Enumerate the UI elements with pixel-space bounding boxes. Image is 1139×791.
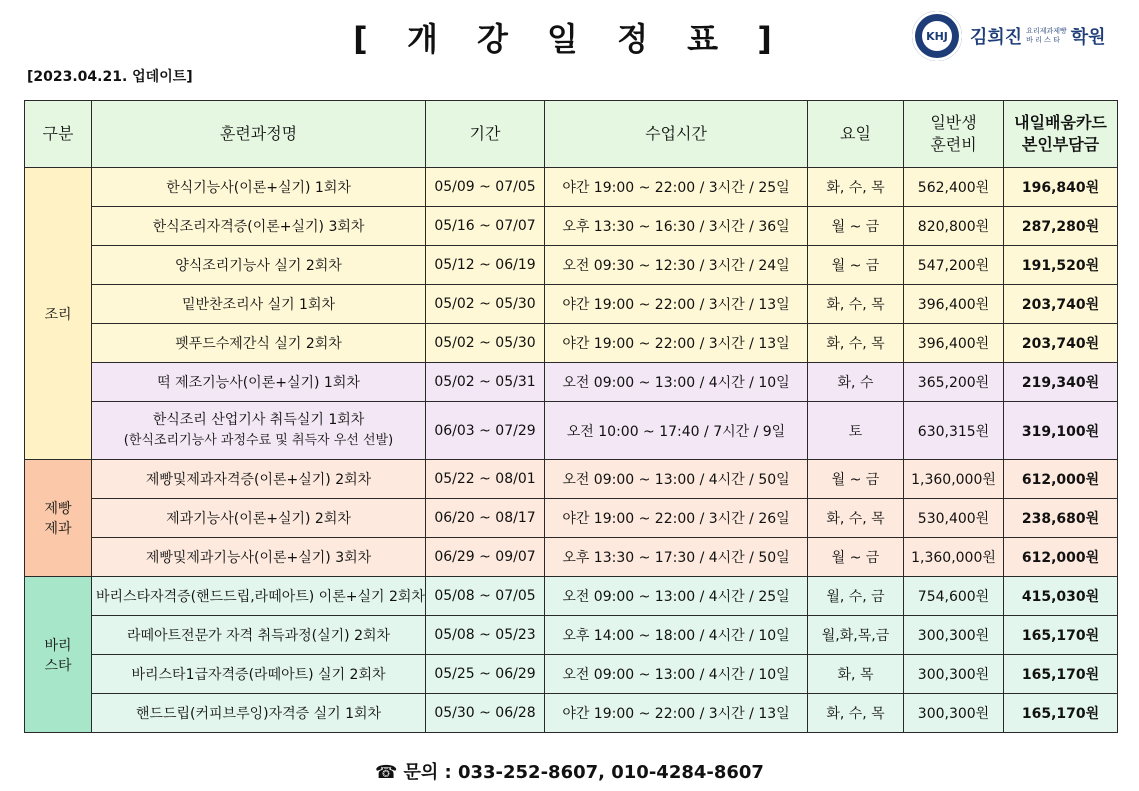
hours-cell: 오전 09:00 ~ 13:00 / 4시간 / 10일 [545,363,808,402]
self-pay-cell: 203,740원 [1004,285,1118,324]
header-row [25,101,1118,168]
header-days: 요일 [808,101,904,168]
logo-suffix: 학원 [1070,27,1106,48]
self-pay-cell: 165,170원 [1004,655,1118,694]
self-pay-cell: 612,000원 [1004,460,1118,499]
hours-cell: 오후 13:30 ~ 16:30 / 3시간 / 36일 [545,207,808,246]
course-name-cell: 라떼아트전문가 자격 취득과정(실기) 2회차 [92,616,426,655]
self-pay-cell: 287,280원 [1004,207,1118,246]
course-name-cell: 바리스타자격증(핸드드립,라떼아트) 이론+실기 2회차 [92,577,426,616]
course-note: (한식조리기능사 과정수료 및 취득자 우선 선발) [123,433,394,448]
period-cell: 05/09 ~ 07/05 [426,168,545,207]
fee-cell: 1,360,000원 [904,460,1004,499]
hours-cell: 야간 19:00 ~ 22:00 / 3시간 / 25일 [545,168,808,207]
course-name-cell: 펫푸드수제간식 실기 2회차 [92,324,426,363]
table-row [25,402,1118,460]
fee-cell: 562,400원 [904,168,1004,207]
self-pay-cell: 191,520원 [1004,246,1118,285]
header-card-line2: 본인부담금 [1021,135,1100,154]
schedule-table [24,100,1118,733]
days-cell: 화, 수, 목 [808,694,904,733]
logo-sub-line1: 요리제과제빵 [1026,27,1067,35]
fee-cell: 300,300원 [904,655,1004,694]
header-category: 구분 [25,101,92,168]
hours-cell: 오전 09:00 ~ 13:00 / 4시간 / 50일 [545,460,808,499]
fee-cell: 1,360,000원 [904,538,1004,577]
days-cell: 화, 목 [808,655,904,694]
category-label: 바리 [44,637,72,654]
self-pay-cell: 612,000원 [1004,538,1118,577]
table-row [25,207,1118,246]
fee-cell: 365,200원 [904,363,1004,402]
table-row [25,246,1118,285]
fee-cell: 396,400원 [904,285,1004,324]
contact-info [0,758,1139,784]
period-cell: 06/03 ~ 07/29 [426,402,545,460]
days-cell: 월 ~ 금 [808,460,904,499]
fee-cell: 300,300원 [904,616,1004,655]
period-cell: 05/08 ~ 05/23 [426,616,545,655]
category-cell [25,460,92,577]
hours-cell: 야간 19:00 ~ 22:00 / 3시간 / 13일 [545,285,808,324]
table-row [25,616,1118,655]
period-cell: 06/20 ~ 08/17 [426,499,545,538]
fee-cell: 820,800원 [904,207,1004,246]
header-period: 기간 [426,101,545,168]
course-name-cell: 제과기능사(이론+실기) 2회차 [92,499,426,538]
course-name-cell: 떡 제조기능사(이론+실기) 1회차 [92,363,426,402]
course-name-cell: 제빵및제과자격증(이론+실기) 2회차 [92,460,426,499]
hours-cell: 야간 19:00 ~ 22:00 / 3시간 / 13일 [545,694,808,733]
hours-cell: 오후 13:30 ~ 17:30 / 4시간 / 50일 [545,538,808,577]
header-card-line1: 내일배움카드 [1014,113,1107,132]
self-pay-cell: 203,740원 [1004,324,1118,363]
category-label: 제과 [44,521,72,537]
self-pay-cell: 238,680원 [1004,499,1118,538]
hours-cell: 야간 19:00 ~ 22:00 / 3시간 / 26일 [545,499,808,538]
days-cell: 화, 수, 목 [808,285,904,324]
logo-sub-line2: 바 리 스 타 [1026,36,1060,44]
days-cell: 화, 수, 목 [808,499,904,538]
category-label: 조리 [44,306,72,323]
page-title: [ 개 강 일 정 표 ] [353,20,786,58]
period-cell: 05/12 ~ 06/19 [426,246,545,285]
period-cell: 06/29 ~ 09/07 [426,538,545,577]
logo-subtitle [1026,27,1067,45]
days-cell: 화, 수 [808,363,904,402]
period-cell: 05/22 ~ 08/01 [426,460,545,499]
fee-cell: 300,300원 [904,694,1004,733]
academy-seal-icon [912,11,962,61]
category-label: 제빵 [44,501,72,517]
table-row [25,285,1118,324]
period-cell: 05/02 ~ 05/30 [426,285,545,324]
update-date: [2023.04.21. 업데이트] [27,69,193,85]
table-row [25,655,1118,694]
course-name-cell [92,402,426,460]
fee-cell: 547,200원 [904,246,1004,285]
period-cell: 05/08 ~ 07/05 [426,577,545,616]
course-name-cell: 한식기능사(이론+실기) 1회차 [92,168,426,207]
self-pay-cell: 219,340원 [1004,363,1118,402]
fee-cell: 396,400원 [904,324,1004,363]
hours-cell: 야간 19:00 ~ 22:00 / 3시간 / 13일 [545,324,808,363]
hours-cell: 오전 09:00 ~ 13:00 / 4시간 / 10일 [545,655,808,694]
hours-cell: 오전 09:30 ~ 12:30 / 3시간 / 24일 [545,246,808,285]
days-cell: 화, 수, 목 [808,168,904,207]
table-row [25,168,1118,207]
course-name-cell: 한식조리자격증(이론+실기) 3회차 [92,207,426,246]
course-name-cell: 양식조리기능사 실기 2회차 [92,246,426,285]
table-row [25,363,1118,402]
period-cell: 05/02 ~ 05/31 [426,363,545,402]
header-fee [904,101,1004,168]
logo-name: 김희진 [970,27,1023,48]
hours-cell: 오후 14:00 ~ 18:00 / 4시간 / 10일 [545,616,808,655]
period-cell: 05/02 ~ 05/30 [426,324,545,363]
header-fee-line2: 훈련비 [930,135,977,154]
academy-logo [912,10,1106,62]
self-pay-cell: 165,170원 [1004,694,1118,733]
hours-cell: 오전 10:00 ~ 17:40 / 7시간 / 9일 [545,402,808,460]
course-name-cell: 제빵및제과기능사(이론+실기) 3회차 [92,538,426,577]
table-row [25,694,1118,733]
header-card [1004,101,1118,168]
fee-cell: 530,400원 [904,499,1004,538]
table-row [25,460,1118,499]
days-cell: 토 [808,402,904,460]
table-row [25,577,1118,616]
period-cell: 05/30 ~ 06/28 [426,694,545,733]
category-cell [25,577,92,733]
fee-cell: 754,600원 [904,577,1004,616]
self-pay-cell: 196,840원 [1004,168,1118,207]
table-row [25,499,1118,538]
seal-text: KHJ [922,21,952,51]
header-hours: 수업시간 [545,101,808,168]
self-pay-cell: 165,170원 [1004,616,1118,655]
days-cell: 월 ~ 금 [808,538,904,577]
course-name-cell: 핸드드립(커피브루잉)자격증 실기 1회차 [92,694,426,733]
course-name-cell: 밑반찬조리사 실기 1회차 [92,285,426,324]
period-cell: 05/25 ~ 06/29 [426,655,545,694]
hours-cell: 오전 09:00 ~ 13:00 / 4시간 / 25일 [545,577,808,616]
days-cell: 화, 수, 목 [808,324,904,363]
category-label: 스타 [44,657,72,674]
period-cell: 05/16 ~ 07/07 [426,207,545,246]
header-course: 훈련과정명 [92,101,426,168]
header-fee-line1: 일반생 [930,113,977,132]
course-name-cell: 바리스타1급자격증(라떼아트) 실기 2회차 [92,655,426,694]
self-pay-cell: 319,100원 [1004,402,1118,460]
self-pay-cell: 415,030원 [1004,577,1118,616]
days-cell: 월 ~ 금 [808,246,904,285]
days-cell: 월 ~ 금 [808,207,904,246]
phone-icon: ☎ [375,762,398,783]
days-cell: 월, 수, 금 [808,577,904,616]
fee-cell: 630,315원 [904,402,1004,460]
contact-text: 문의 : 033-252-8607, 010-4284-8607 [403,762,764,783]
days-cell: 월,화,목,금 [808,616,904,655]
table-row [25,324,1118,363]
table-row [25,538,1118,577]
course-name: 한식조리 산업기사 취득실기 1회차 [152,412,365,428]
category-cell [25,168,92,460]
